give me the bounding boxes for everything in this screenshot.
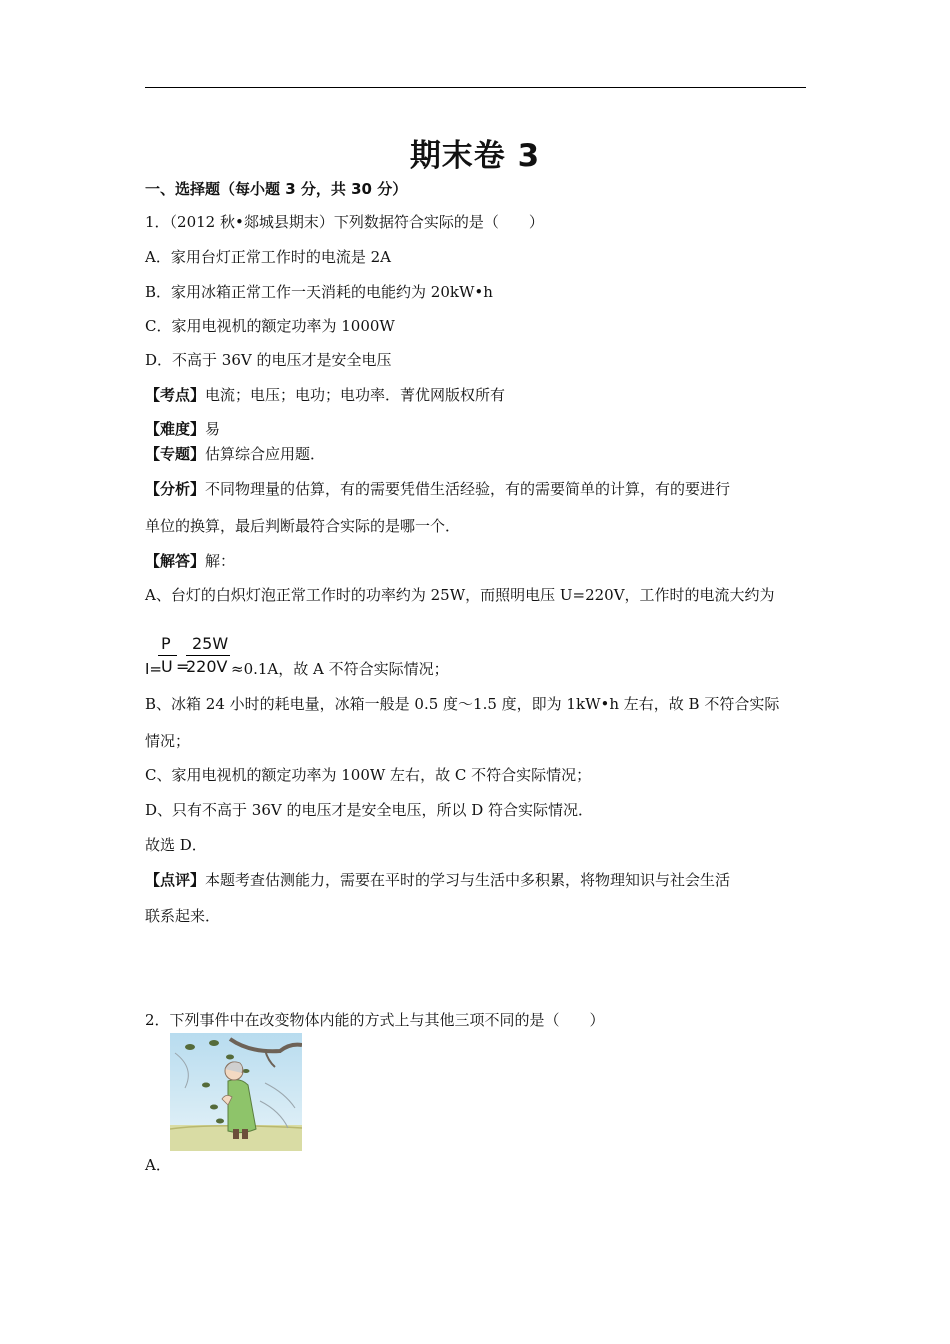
- kaodian-tag: 【考点】: [145, 386, 206, 404]
- zhuanti-tag: 【专题】: [145, 445, 206, 463]
- header-rule: [145, 87, 806, 88]
- question-2-option-a: A．: [145, 1156, 171, 1174]
- dianping-text-1: 本题考查估测能力，需要在平时的学习与生活中多积累，将物理知识与社会生活: [205, 871, 731, 889]
- jieda-row: [145, 551, 235, 571]
- dianping-row: [145, 870, 730, 890]
- formula-rest: ≈0.1A，故 A 不符合实际情况；: [231, 660, 449, 678]
- zhuanti-text: 估算综合应用题．: [205, 445, 326, 463]
- fraction-bar-1: [158, 655, 177, 656]
- solution-b-line-1: B、冰箱 24 小时的耗电量，冰箱一般是 0.5 度～1.5 度，即为 1kW•h 左右，故 B 不符合实际: [145, 695, 780, 713]
- nandu-row: [145, 419, 220, 439]
- solution-d-line: D、只有不高于 36V 的电压才是安全电压，所以 D 符合实际情况．: [145, 801, 594, 819]
- option-c: C．家用电视机的额定功率为 1000W: [145, 317, 395, 335]
- kaodian-row: [145, 385, 505, 405]
- jieda-text: 解：: [205, 552, 236, 570]
- nandu-text: 易: [205, 420, 221, 438]
- fenxi-tag: 【分析】: [145, 480, 206, 498]
- option-d: D．不高于 36V 的电压才是安全电压: [145, 351, 392, 369]
- solution-b-line-2: 情况；: [145, 732, 191, 750]
- question-2-stem: 2．下列事件中在改变物体内能的方式上与其他三项不同的是（ ）: [145, 1011, 605, 1029]
- nandu-tag: 【难度】: [145, 420, 206, 438]
- kaodian-text: 电流；电压；电功；电功率．菁优网版权所有: [205, 386, 506, 404]
- formula-eq: =: [176, 657, 190, 676]
- dianping-text-2: 联系起来．: [145, 907, 221, 925]
- section-heading: 一、选择题（每小题 3 分，共 30 分）: [145, 180, 408, 198]
- formula-num-1: P: [161, 634, 171, 653]
- fenxi-text-2: 单位的换算，最后判断最符合实际的是哪一个．: [145, 517, 461, 535]
- formula-den-1: U: [161, 657, 173, 676]
- solution-c-line: C、家用电视机的额定功率为 100W 左右，故 C 不符合实际情况；: [145, 766, 592, 784]
- page-title: 期末卷 3: [409, 138, 541, 174]
- jieda-tag: 【解答】: [145, 552, 206, 570]
- fenxi-row: [145, 479, 730, 499]
- fraction-bar-2: [186, 655, 230, 656]
- solution-a-line: A、台灯的白炽灯泡正常工作时的功率约为 25W，而照明电压 U=220V，工作时的电流大约为: [145, 586, 775, 604]
- formula-den-2: 220V: [186, 657, 228, 676]
- fenxi-text-1: 不同物理量的估算，有的需要凭借生活经验，有的需要简单的计算，有的要进行: [205, 480, 731, 498]
- question-1-stem: 1．（2012 秋•郯城县期末）下列数据符合实际的是（ ）: [145, 213, 544, 231]
- dianping-tag: 【点评】: [145, 871, 206, 889]
- formula-lhs: I=: [145, 660, 162, 678]
- windy-person-illustration: [170, 1033, 302, 1151]
- formula-num-2: 25W: [192, 634, 229, 653]
- option-a: A．家用台灯正常工作时的电流是 2A: [145, 248, 391, 266]
- option-b: B．家用冰箱正常工作一天消耗的电能约为 20kW•h: [145, 283, 493, 301]
- zhuanti-row: [145, 444, 325, 464]
- answer-line: 故选 D．: [145, 836, 207, 854]
